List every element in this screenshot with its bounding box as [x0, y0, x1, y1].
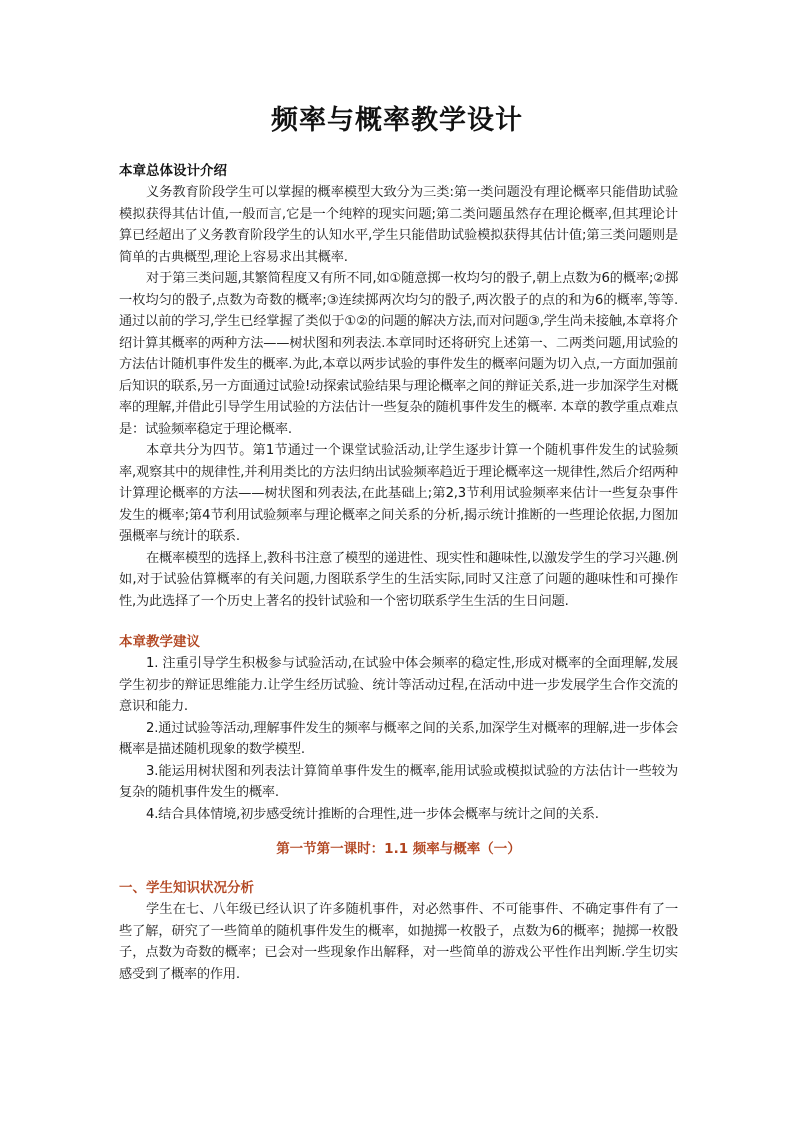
intro-heading: 本章总体设计介绍: [119, 163, 227, 179]
lesson-title: 第一节第一课时：1.1 频率与概率（一）: [276, 841, 521, 857]
analysis-section: [119, 878, 678, 985]
intro-section: [119, 161, 678, 612]
spacer: [119, 612, 678, 632]
suggestion-item: 2.通过试验等活动,理解事件发生的频率与概率之间的关系,加深学生对概率的理解,进一步体会概率是描述随机现象的数学模型.: [119, 720, 678, 757]
suggestion-item: 3.能运用树状图和列表法计算简单事件发生的概率,能用试验或模拟试验的方法估计一些较为复杂的随机事件发生的概率.: [119, 763, 678, 800]
document-body: [119, 161, 678, 985]
intro-paragraph: 对于第三类问题,其繁简程度又有所不同,如①随意掷一枚均匀的骰子,朝上点数为6的概率;②掷一枚均匀的骰子,点数为奇数的概率;③连续掷两次均匀的骰子,两次骰子的点的和为6的概率,等等.通过以前的学习,学生已经掌握了类似于①②的问题的解决方法,而对问题③,学生尚未接触,本章将介绍计算其概率的两种方法——树状图和列表法.本章同时还将研究上述第一、二两类问题,用试验的方法估计随机事件发生的概率.为此,本章以两步试验的事件发生的概率问题为切入点,一方面加强前后知识的联系,另一方面通过试验!动探索试验结果与理论概率之间的辩证关系,进一步加深学生对概率的理解,并借此引导学生用试验的方法估计一些复杂的随机事件发生的概率. 本章的教学重点难点是：试验频率稳定于理论概率.: [119, 271, 678, 437]
intro-paragraph: 本章共分为四节。第1节通过一个课堂试验活动,让学生逐步计算一个随机事件发生的试验频率,观察其中的规律性,并利用类比的方法归纳出试验频率趋近于理论概率这一规律性,然后介绍两种计算理论概率的方法——树状图和列表法,在此基础上;第2,3节利用试验频率来估计一些复杂事件发生的概率;第4节利用试验频率与理论概率之间关系的分析,揭示统计推断的一些理论依据,力图加强概率与统计的联系.: [119, 443, 678, 544]
analysis-paragraph: 学生在七、八年级已经认识了许多随机事件，对必然事件、不可能事件、不确定事件有了一些了解，研究了一些简单的随机事件发生的概率，如抛掷一枚骰子，点数为6的概率；抛掷一枚骰子，点数为奇数的概率；已会对一些现象作出解释，对一些简单的游戏公平性作出判断.学生切实感受到了概率的作用.: [119, 902, 678, 982]
intro-paragraph: 在概率模型的选择上,教科书注意了模型的递进性、现实性和趣味性,以激发学生的学习兴趣.例如,对于试验估算概率的有关问题,力图联系学生的生活实际,同时又注意了问题的趣味性和可操作性,为此选择了一个历史上著名的投针试验和一个密切联系学生生活的生日问题.: [119, 550, 678, 609]
intro-paragraph: 义务教育阶段学生可以掌握的概率模型大致分为三类:第一类问题没有理论概率只能借助试验模拟获得其估计值,一般而言,它是一个纯粹的现实问题;第二类问题虽然存在理论概率,但其理论计算已经超出了义务教育阶段学生的认知水平,学生只能借助试验模拟获得其估计值;第三类问题则是简单的古典概型,理论上容易求出其概率.: [119, 185, 678, 265]
spacer: [119, 860, 678, 878]
suggestion-item: 4.结合具体情境,初步感受统计推断的合理性,进一步体会概率与统计之间的关系.: [146, 806, 599, 822]
suggestions-section: [119, 632, 678, 825]
page-title: 频率与概率教学设计: [271, 105, 523, 136]
spacer: [119, 825, 678, 839]
suggestions-heading: 本章教学建议: [119, 634, 200, 650]
suggestion-item: 1. 注重引导学生积极参与试验活动,在试验中体会频率的稳定性,形成对概率的全面理解,发展学生初步的辩证思维能力.让学生经历试验、统计等活动过程,在活动中进一步发展学生合作交流的意识和能力.: [119, 656, 678, 714]
analysis-heading: 一、学生知识状况分析: [119, 880, 254, 896]
